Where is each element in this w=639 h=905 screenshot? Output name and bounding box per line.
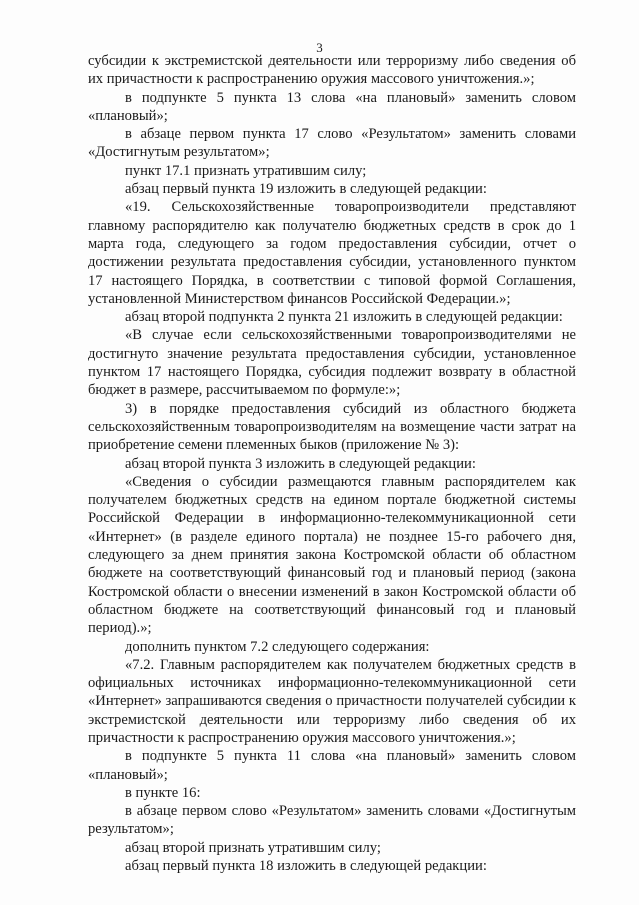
paragraph: субсидии к экстремистской деятельности или терроризму либо сведения об их причастности к распространению оружия массового уничтожения.»; — [88, 53, 576, 88]
paragraph: абзац первый пункта 18 изложить в следующей редакции: — [125, 858, 487, 875]
paragraph: абзац второй подпункта 2 пункта 21 изложить в следующей редакции: — [125, 309, 563, 326]
paragraph: пункт 17.1 признать утратившим силу; — [125, 162, 367, 179]
document-body — [88, 52, 576, 875]
paragraph: в пункте 16: — [125, 784, 201, 801]
paragraph: «19. Сельскохозяйственные товаропроизводители представляют главному распорядителю как получателю бюджетных средств в срок до 1 марта года, следующего за годом предоставления субсидии, отчет о достижении результата предоставления субсидии, установленного пунктом 17 настоящего Порядка, в соответствии с типовой формой Соглашения, установленной Министерством финансов Российской Федерации.»; — [88, 199, 576, 307]
paragraph: «Сведения о субсидии размещаются главным распорядителем как получателем бюджетных средств на едином портале бюджетной системы Российской Федерации в информационно-телекоммуникационной сети «Интернет» (в разделе единого портала) не позднее 15-го рабочего дня, следующего за днем принятия закона Костромской области об областном бюджете на соответствующий финансовый год и плановый период (закона Костромской области о внесении изменений в закон Костромской области об областном бюджете на соответствующий финансовый год и плановый период).»; — [88, 473, 576, 637]
paragraph: в подпункте 5 пункта 13 слова «на плановый» заменить словом «плановый»; — [88, 89, 576, 124]
paragraph: абзац второй пункта 3 изложить в следующей редакции: — [125, 455, 476, 472]
paragraph: в подпункте 5 пункта 11 слова «на плановый» заменить словом «плановый»; — [88, 748, 576, 783]
paragraph: «В случае если сельскохозяйственными товаропроизводителями не достигнуто значение результата предоставления субсидии, установленное пунктом 17 настоящего Порядка, субсидия подлежит возврату в областной бюджет в размере, рассчитываемом по формуле:»; — [88, 327, 576, 399]
paragraph: «7.2. Главным распорядителем как получателем бюджетных средств в официальных источниках информационно-телекоммуникационной сети «Интернет» запрашиваются сведения о причастности получателей субсидии к экстремистской деятельности или терроризму либо сведения об их причастности к распространению оружия массового уничтожения.»; — [88, 656, 576, 746]
page-number: 3 — [316, 40, 323, 55]
paragraph: дополнить пунктом 7.2 следующего содержания: — [125, 638, 430, 655]
paragraph: в абзаце первом слово «Результатом» заменить словами «Достигнутым результатом»; — [88, 803, 576, 838]
paragraph: абзац второй признать утратившим силу; — [125, 839, 381, 856]
paragraph: абзац первый пункта 19 изложить в следующей редакции: — [125, 181, 487, 198]
paragraph: в абзаце первом пункта 17 слово «Результатом» заменить словами «Достигнутым результатом»; — [88, 126, 576, 161]
paragraph: 3) в порядке предоставления субсидий из областного бюджета сельскохозяйственным товаропроизводителям на возмещение части затрат на приобретение семени племенных быков (приложение № 3): — [88, 400, 576, 454]
